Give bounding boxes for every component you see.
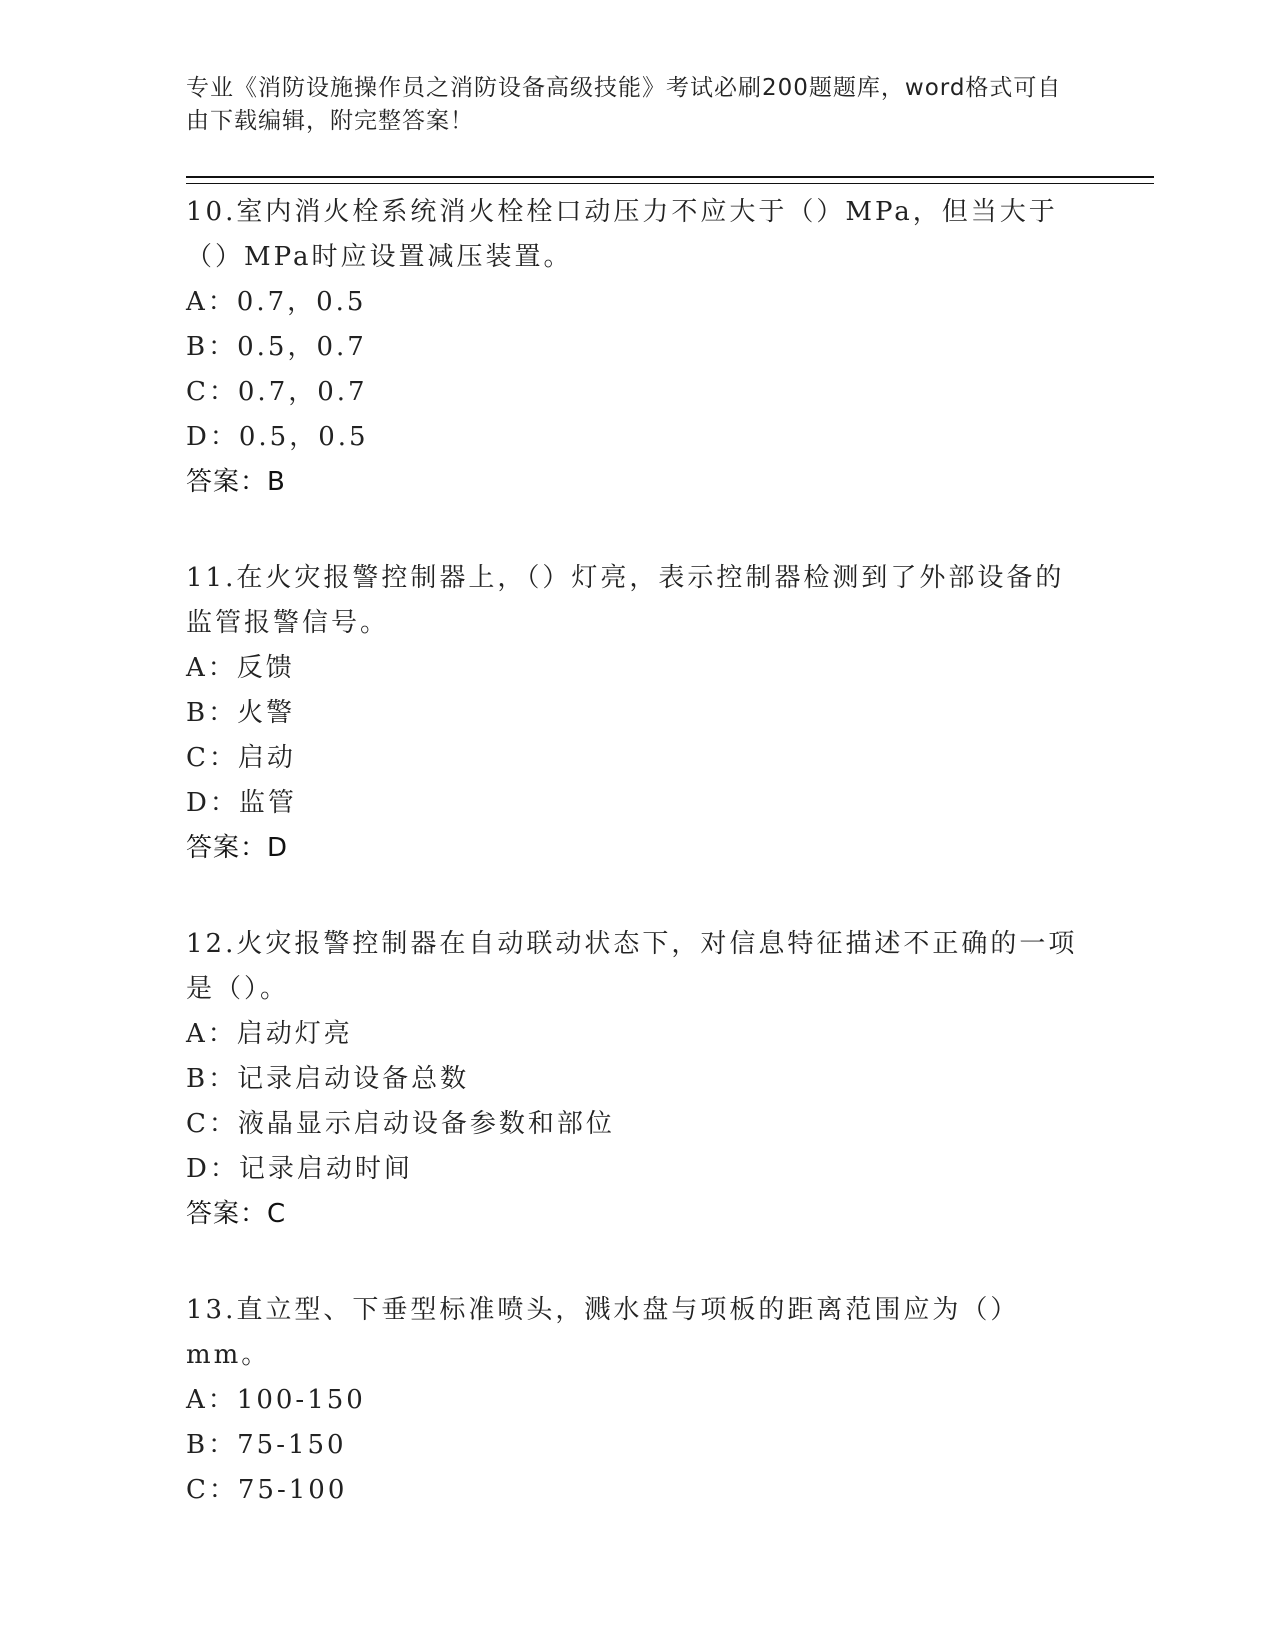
answer-key: 答案：D (186, 833, 289, 863)
option-b: B：0.5，0.7 (186, 332, 367, 362)
question-item (186, 190, 1086, 505)
question-stem: 13.直立型、下垂型标准喷头，溅水盘与项板的距离范围应为（）mm。 (186, 1295, 1020, 1370)
question-stem: 12.火灾报警控制器在自动联动状态下，对信息特征描述不正确的一项是（）。 (186, 929, 1078, 1004)
question-item (186, 922, 1086, 1237)
question-list (186, 190, 1086, 1564)
answer-key: 答案：B (186, 467, 286, 497)
option-d: D：0.5，0.5 (186, 422, 369, 452)
document-header: 专业《消防设施操作员之消防设备高级技能》考试必刷200题题库，word格式可自由下载编辑，附完整答案！ (186, 75, 1062, 134)
option-c: C：0.7，0.7 (186, 377, 368, 407)
answer-key: 答案：C (186, 1199, 287, 1229)
header-divider (186, 176, 1154, 178)
question-item (186, 1288, 1086, 1513)
header-divider-thin (186, 183, 1154, 184)
option-b: B：记录启动设备总数 (186, 1064, 470, 1094)
option-b: B：75-150 (186, 1430, 347, 1460)
option-c: C：液晶显示启动设备参数和部位 (186, 1109, 615, 1139)
option-c: C：75-100 (186, 1475, 348, 1505)
option-a: A：100-150 (186, 1385, 366, 1415)
question-stem: 10.室内消火栓系统消火栓栓口动压力不应大于（）MPa，但当大于（）MPa时应设置减压装置。 (186, 197, 1058, 272)
option-a: A：反馈 (186, 653, 295, 683)
option-c: C：启动 (186, 743, 296, 773)
question-stem: 11.在火灾报警控制器上，（）灯亮，表示控制器检测到了外部设备的监管报警信号。 (186, 563, 1065, 638)
option-b: B：火警 (186, 698, 296, 728)
question-item (186, 556, 1086, 871)
option-a: A：0.7，0.5 (186, 287, 367, 317)
option-a: A：启动灯亮 (186, 1019, 353, 1049)
option-d: D：记录启动时间 (186, 1154, 413, 1184)
option-d: D：监管 (186, 788, 297, 818)
